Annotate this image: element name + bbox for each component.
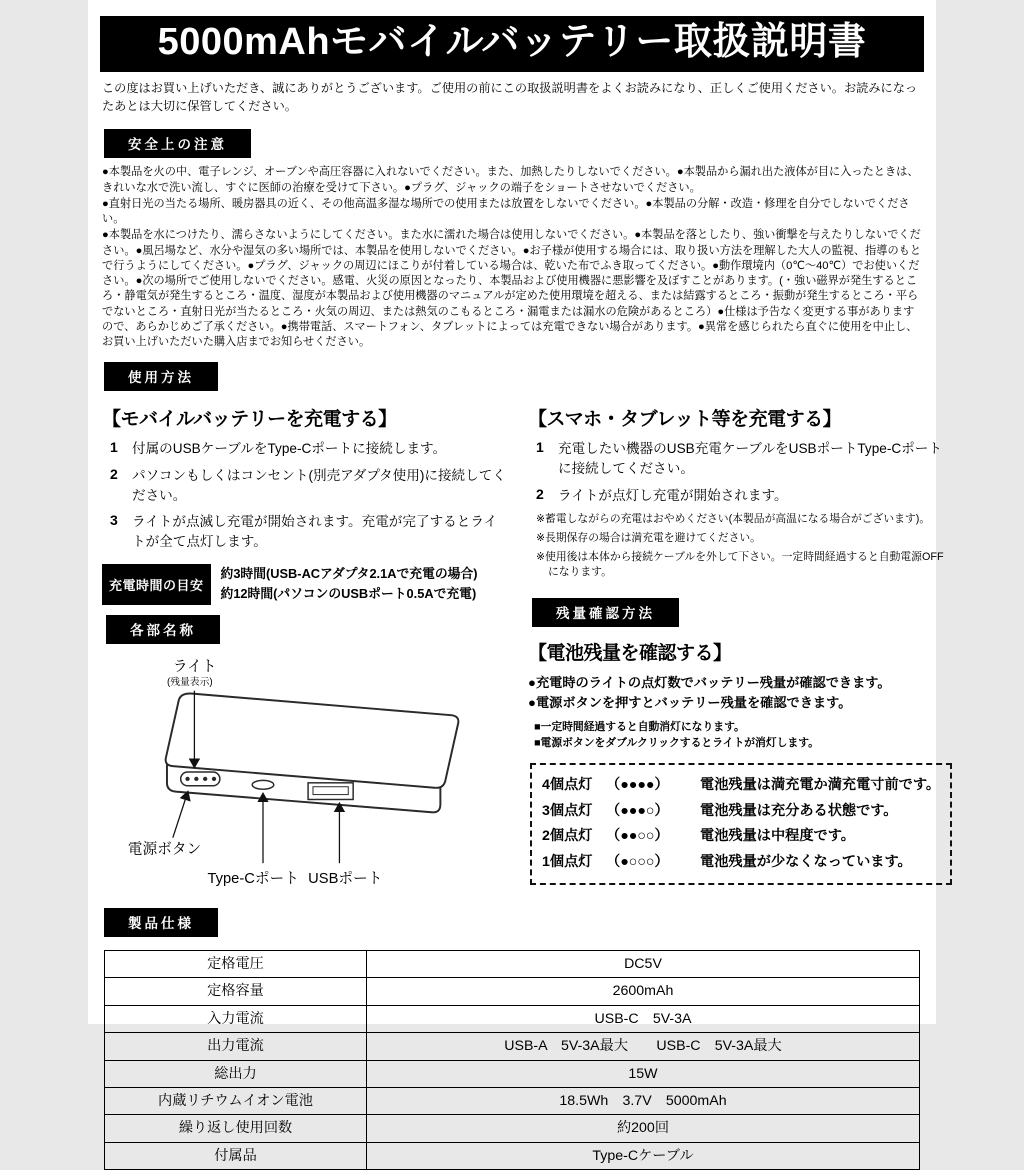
column-charge-battery bbox=[102, 400, 508, 898]
charge-battery-step bbox=[110, 439, 508, 459]
light-dot bbox=[185, 776, 189, 780]
step-number: 1 bbox=[110, 439, 118, 456]
level-label: 2個点灯 bbox=[542, 828, 593, 845]
level-dots: （●●●●） bbox=[606, 777, 669, 794]
battery-diagram bbox=[116, 655, 508, 893]
safety-paragraph: ●本製品を火の中、電子レンジ、オーブンや高圧容器に入れないでください。また、加熱したりしないでください。●本製品から漏れ出た液体が目に入ったときは、きれいな水で洗い流し、すぐに医師の治療を受けて下さい。●プラグ、ジャックの端子をショートさせないでください。 bbox=[102, 166, 919, 194]
level-label: 3個点灯 bbox=[542, 802, 593, 819]
column-charge-device bbox=[528, 400, 952, 898]
typec-port bbox=[252, 780, 274, 789]
charge-device-step bbox=[536, 439, 952, 478]
usage-note: ※蓄電しながらの充電はおやめください(本製品が高温になる場合がございます)。 bbox=[536, 513, 931, 526]
light-dot bbox=[194, 776, 198, 780]
charge-battery-step bbox=[110, 512, 508, 551]
spec-name: 繰り返し使用回数 bbox=[105, 1115, 367, 1142]
usage-columns bbox=[102, 400, 944, 898]
charge-time-line: 約12時間(パソコンのUSBポート0.5Aで充電) bbox=[220, 586, 477, 602]
step-number: 3 bbox=[110, 512, 118, 529]
section-heading-battery-level: 残量確認方法 bbox=[532, 598, 679, 627]
spec-value: 約200回 bbox=[367, 1115, 920, 1142]
level-desc: 電池残量が少なくなっています。 bbox=[700, 853, 912, 870]
light-sublabel: (残量表示) bbox=[166, 676, 213, 688]
battery-level-row bbox=[542, 773, 940, 799]
section-heading-parts: 各部名称 bbox=[106, 615, 220, 644]
manual-page bbox=[88, 0, 944, 1164]
safety-section bbox=[102, 165, 922, 350]
step-number: 2 bbox=[536, 485, 544, 502]
spec-name: 出力電流 bbox=[105, 1033, 367, 1060]
usage-notes bbox=[528, 512, 952, 581]
spec-value: USB-A 5V-3A最大 USB-C 5V-3A最大 bbox=[367, 1033, 920, 1060]
spec-row bbox=[105, 1033, 920, 1060]
spec-value: 18.5Wh 3.7V 5000mAh bbox=[367, 1088, 920, 1115]
spec-row bbox=[105, 1005, 920, 1032]
level-dots: （●●○○） bbox=[606, 828, 669, 845]
charge-device-step bbox=[536, 486, 952, 506]
charge-battery-title: 【モバイルバッテリーを充電する】 bbox=[102, 409, 397, 431]
page-title: 5000mAhモバイルバッテリー取扱説明書 bbox=[100, 16, 924, 72]
battery-level-subnote: ■電源ボタンをダブルクリックするとライトが消灯します。 bbox=[534, 737, 819, 749]
battery-level-table bbox=[530, 763, 952, 885]
charge-time-line: 約3時間(USB-ACアダプタ2.1Aで充電の場合) bbox=[220, 566, 478, 582]
typec-port-label: Type-Cポート bbox=[207, 870, 299, 887]
usb-port bbox=[308, 783, 353, 800]
battery-level-bullet: ●電源ボタンを押すとバッテリー残量を確認できます。 bbox=[528, 695, 852, 711]
battery-level-subnote: ■一定時間経過すると自動消灯になります。 bbox=[534, 720, 745, 733]
step-text: 付属のUSBケーブルをType-Cポートに接続します。 bbox=[132, 441, 447, 457]
safety-paragraph: ●本製品を水につけたり、濡らさないようにしてください。また水に濡れた場合は使用しないでください。●本製品を落としたり、強い衝撃を与えたりしないでください。●風呂場など、水分や湿気の多い場所では、本製品を使用しないでください。●お子様が使用する場合には、取り扱い方法を理解した大人の監視、指導のもとで行うようにしてください。●プラグ、ジャックの周辺にほこりが付着している場合は、乾いた布でふき取ってください。●動作環境内（0℃〜40℃）でお使いください。●次の場所でご使用しないでください。感電、火災の原因となったり、本製品および使用機器に悪影響を及ぼすことがあります。(・強い磁界が発生するところ・静電気が発生するところ・温度、湿度が本製品および使用機器のマニュアルが定めた使用環境を超える、または結露するところ・振動が発生するところ・平らでないところ・直射日光が当たるところ・火気の周辺、または熱気のこもるところ・漏電または漏水の危険があるところ）●仕様は予告なく変更する事がありますので、あらかじめご了承ください。●携帯電話、スマートフォン、タブレットによっては充電できない場合があります。●異常を感じられたら直ぐに使用を中止し、お買い上げいただいた購入店までお知らせください。 bbox=[102, 229, 922, 348]
battery-level-row bbox=[542, 824, 940, 850]
level-desc: 電池残量は満充電か満充電寸前です。 bbox=[700, 777, 941, 794]
spec-row bbox=[105, 950, 920, 977]
level-label: 4個点灯 bbox=[542, 777, 593, 794]
section-heading-specs: 製品仕様 bbox=[104, 908, 218, 937]
usb-port-label: USBポート bbox=[308, 870, 383, 887]
level-desc: 電池残量は中程度です。 bbox=[700, 828, 855, 845]
light-dot bbox=[203, 776, 207, 780]
light-dot bbox=[212, 776, 216, 780]
step-number: 1 bbox=[536, 439, 544, 456]
power-arrow bbox=[173, 792, 188, 837]
light-label: ライト bbox=[172, 658, 217, 675]
spec-row bbox=[105, 1060, 920, 1087]
charge-battery-step bbox=[110, 466, 508, 505]
usage-note: ※長期保存の場合は満充電を避けてください。 bbox=[536, 531, 761, 544]
spec-name: 入力電流 bbox=[105, 1005, 367, 1032]
battery-level-title: 【電池残量を確認する】 bbox=[528, 642, 732, 664]
spec-name: 内蔵リチウムイオン電池 bbox=[105, 1088, 367, 1115]
usage-note: ※使用後は本体から接続ケーブルを外して下さい。一定時間経過すると自動電源OFFになります。 bbox=[536, 550, 944, 579]
battery-level-row bbox=[542, 850, 940, 876]
charge-time-label: 充電時間の目安 bbox=[102, 564, 211, 605]
spec-table bbox=[104, 950, 920, 1170]
spec-value: Type-Cケーブル bbox=[367, 1142, 920, 1169]
step-text: ライトが点滅し充電が開始されます。充電が完了するとライトが全て点灯します。 bbox=[132, 514, 498, 550]
section-heading-usage: 使用方法 bbox=[104, 362, 218, 391]
parts-diagram bbox=[116, 655, 508, 898]
charge-time-block bbox=[102, 564, 508, 605]
spec-name: 総出力 bbox=[105, 1060, 367, 1087]
level-dots: （●○○○） bbox=[606, 853, 669, 870]
spec-name: 付属品 bbox=[105, 1142, 367, 1169]
level-dots: （●●●○） bbox=[606, 802, 669, 819]
step-number: 2 bbox=[110, 465, 118, 482]
step-text: 充電したい機器のUSB充電ケーブルをUSBポートType-Cポートに接続してください。 bbox=[558, 441, 942, 476]
spec-value: DC5V bbox=[367, 950, 920, 977]
intro-text: この度はお買い上げいただき、誠にありがとうございます。ご使用の前にこの取扱説明書をよくお読みになり、正しくご使用ください。お読みになったあとは大切に保管してください。 bbox=[102, 80, 918, 114]
spec-value: 15W bbox=[367, 1060, 920, 1087]
spec-name: 定格容量 bbox=[105, 978, 367, 1005]
level-desc: 電池残量は充分ある状態です。 bbox=[700, 802, 898, 819]
spec-value: 2600mAh bbox=[367, 978, 920, 1005]
spec-row bbox=[105, 978, 920, 1005]
charge-device-title: 【スマホ・タブレット等を充電する】 bbox=[528, 409, 842, 431]
spec-name: 定格電圧 bbox=[105, 950, 367, 977]
spec-value: USB-C 5V-3A bbox=[367, 1005, 920, 1032]
safety-paragraph: ●直射日光の当たる場所、暖房器具の近く、その他高温多湿な場所での使用または放置をしないでください。●本製品の分解・改造・修理を自分でしないでください。 bbox=[102, 197, 910, 226]
spec-row bbox=[105, 1088, 920, 1115]
section-heading-safety: 安全上の注意 bbox=[104, 129, 251, 158]
battery-level-row bbox=[542, 799, 940, 825]
step-text: ライトが点灯し充電が開始されます。 bbox=[558, 487, 788, 503]
charge-time-text bbox=[221, 564, 478, 604]
battery-level-bullet: ●充電時のライトの点灯数でバッテリー残量が確認できます。 bbox=[528, 674, 891, 690]
spec-row bbox=[105, 1142, 920, 1169]
spec-row bbox=[105, 1115, 920, 1142]
level-label: 1個点灯 bbox=[542, 853, 593, 870]
power-button-label: 電源ボタン bbox=[127, 841, 202, 858]
step-text: パソコンもしくはコンセント(別売アダプタ使用)に接続してください。 bbox=[132, 467, 506, 503]
